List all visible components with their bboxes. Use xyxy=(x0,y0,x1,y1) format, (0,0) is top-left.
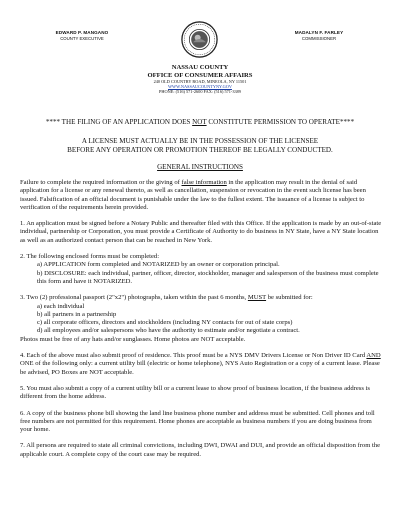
item-3-b: b) all partners in a partnership xyxy=(37,310,117,318)
item-7: 7. All persons are required to state all criminal convictions, including DWI, DWAI and DUI, and provide an official disposition from the applicable court. A complete copy of the court case may be required. xyxy=(20,442,381,458)
false-information: false information xyxy=(181,179,227,186)
county-executive-block xyxy=(42,30,122,42)
item-2-a: a) APPLICATION form completed and NOTARIZED by an owner or corporation principal. xyxy=(37,261,280,269)
possession-line-2: BEFORE ANY OPERATION OR PROMOTION THEREOF BE LEGALLY CONDUCTED. xyxy=(67,146,333,154)
county-executive-title: COUNTY EXECUTIVE xyxy=(60,36,104,41)
intro-end: in the application may result in the denial of said application for a license or any renewal thereto, as well as cancellation, suspension or revocation in the event such license has been issued. Falsification of an official document is punishable under the law to the fullest extent. The issuance of a license is subject to verification of the requirements herein provided. xyxy=(20,179,366,211)
item-2-lead: 2. The following enclosed forms must be completed: xyxy=(20,253,160,261)
item-6: 6. A copy of the business phone bill showing the land line business phone number and address must be submitted. Cell phones and toll free numbers are not permitted for this requirement. Home phones are acceptable as business numbers if you are doing business from your home. xyxy=(20,409,375,434)
possession-notice xyxy=(20,137,380,155)
item-3-lead xyxy=(20,294,382,302)
office-name: OFFICE OF CONSUMER AFFAIRS xyxy=(147,71,253,79)
item-3-note: Photos must be free of any hats and/or sunglasses. Home photos are NOT acceptable. xyxy=(20,335,246,343)
item-4-end: ONE of the following only: a current utility bill (electric or home telephone), NYS Auto Registration or a copy of a current lease. Please be advised, PO Boxes are NOT acceptable. xyxy=(20,360,380,376)
commissioner-block xyxy=(279,30,359,42)
item-2 xyxy=(20,253,382,286)
item-3-text-end: be submitted for: xyxy=(266,294,313,302)
item-3-a: a) each individual xyxy=(37,302,85,310)
item-5: 5. You must also submit a copy of a current utility bill or a current lease to show proof of business location, if the business address is different from the home address. xyxy=(20,384,370,401)
commissioner-name: MADALYN F. FARLEY xyxy=(294,30,344,35)
item-3 xyxy=(20,294,382,344)
county-seal-icon xyxy=(181,21,218,58)
general-instructions-heading: GENERAL INSTRUCTIONS xyxy=(157,163,243,171)
item-3-must: MUST xyxy=(247,294,267,302)
possession-line-1: A LICENSE MUST ACTUALLY BE IN THE POSSESSION OF THE LICENSEE xyxy=(81,137,319,145)
item-4 xyxy=(20,352,382,377)
county-executive-name: EDWARD P. MANGANO xyxy=(55,30,109,35)
warning-not: NOT xyxy=(192,118,207,126)
county-name: NASSAU COUNTY xyxy=(171,64,229,71)
item-4-and: AND xyxy=(366,352,381,360)
warning-text-end: CONSTITUTE PERMISSION TO OPERATE**** xyxy=(206,118,355,126)
item-2-b: b) DISCLOSURE: each individual, partner, officer, director, stockholder, manager and salesperson of the business must complete this form and have it NOTARIZED. xyxy=(37,269,379,285)
instructions-body xyxy=(20,179,382,467)
letterhead xyxy=(0,64,400,95)
item-1: 1. An application must be signed before a Notary Public and thereafter filed with this Office. If the application is made by an out-of-state individual, partnership or Corporation, you must provide a Certificate of Authority to do business in NY State, have a NY State location as well as an authorized contact person that can be reached in New York. xyxy=(20,220,382,244)
intro-start: Failure to complete the required information or the giving of xyxy=(20,179,182,186)
website-link[interactable]: WWW.NASSAUCOUNTYNY.GOV xyxy=(168,84,232,90)
item-3-d: d) all employees and/or salespersons who have the authority to estimate and/or negotiate a contract. xyxy=(37,327,300,335)
intro-paragraph xyxy=(20,179,382,212)
phone-fax: PHONE: (516) 571-2600 FAX: (516) 571-3389 xyxy=(159,89,241,95)
warning-text-start: **** THE FILING OF AN APPLICATION DOES xyxy=(45,118,193,126)
item-3-text: 3. Two (2) professional passport (2"x2") photographs, taken within the past 6 months, xyxy=(20,294,248,302)
filing-warning xyxy=(20,118,380,127)
commissioner-title: COMMISSIONER xyxy=(301,36,337,41)
item-3-c: c) all corporate officers, directors and stockholders (including NY contacts for out of state corps) xyxy=(37,319,293,327)
item-4-start: 4. Each of the above must also submit proof of residence. This proof must be a NYS DMV Drivers License or Non Driver ID Card xyxy=(20,352,367,360)
office-address: 240 OLD COUNTRY ROAD, MINEOLA, NY 11501 xyxy=(153,79,247,84)
